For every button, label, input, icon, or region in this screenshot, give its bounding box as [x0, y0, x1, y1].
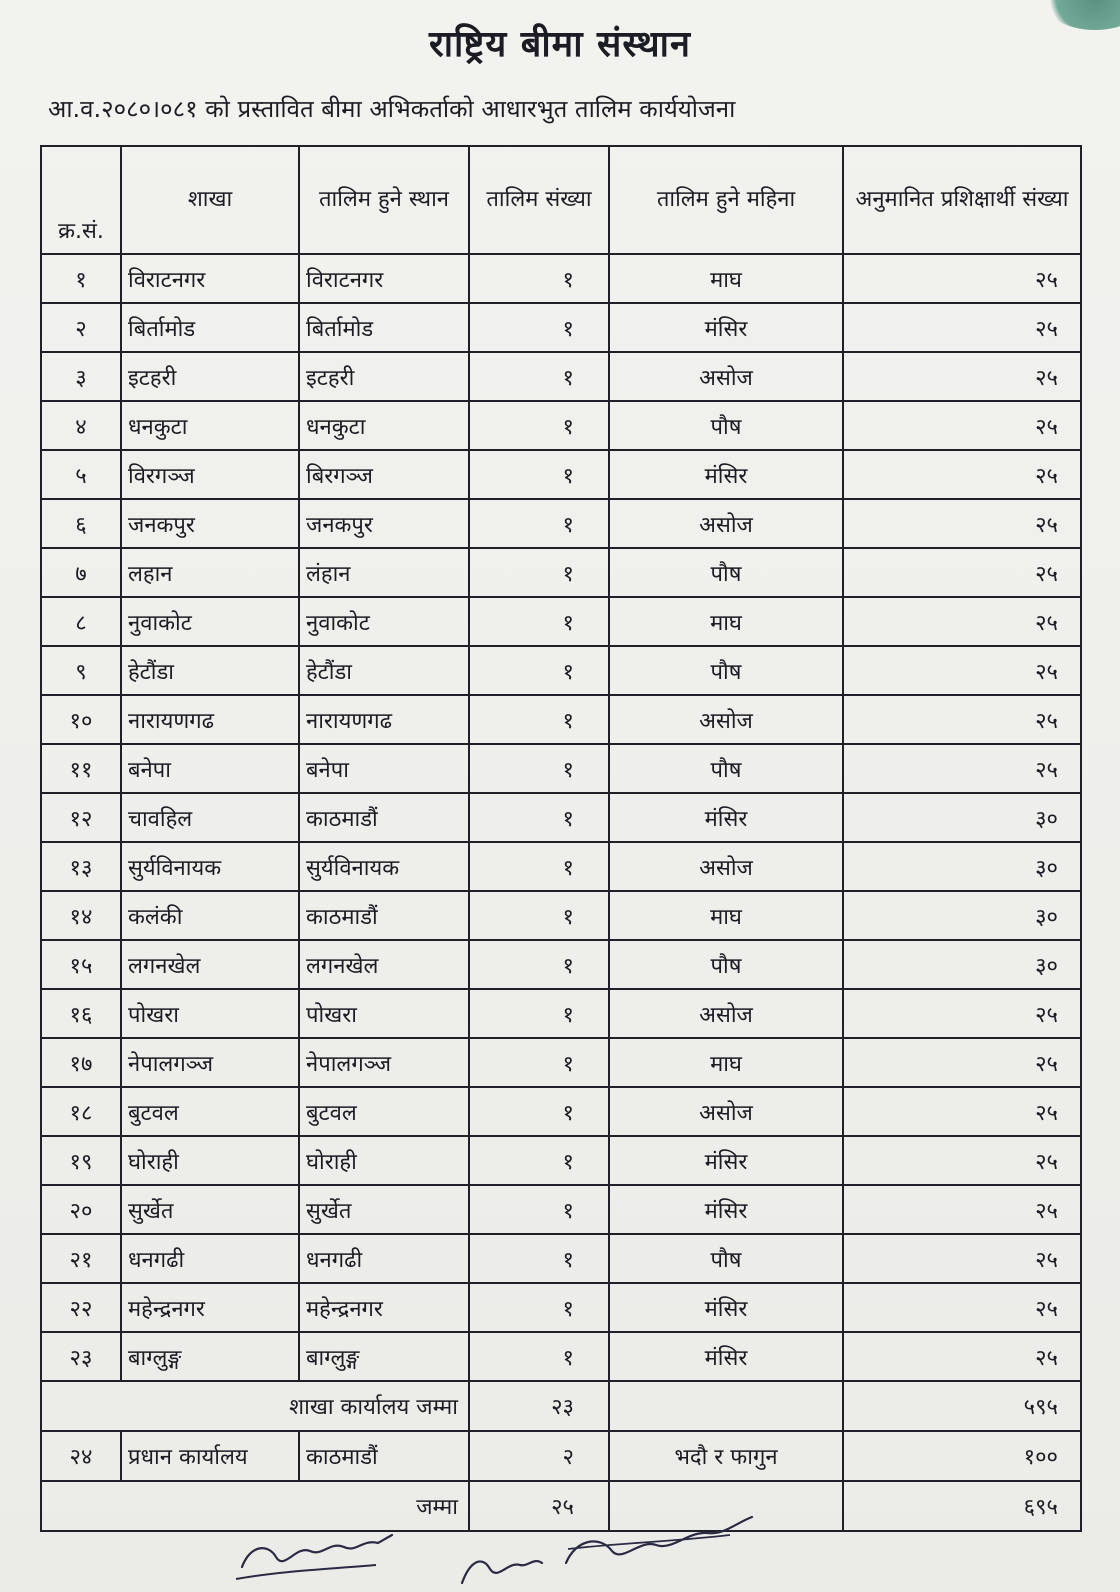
cell-place: धनकुटा [299, 401, 469, 450]
cell-participants: ३० [843, 940, 1081, 989]
cell-month: मंसिर [609, 1332, 843, 1381]
table-row [41, 940, 1081, 989]
header-sn: क्र.सं. [41, 146, 121, 254]
cell-participants: २५ [843, 1234, 1081, 1283]
cell-count: १ [469, 646, 609, 695]
cell-month: असोज [609, 499, 843, 548]
cell-month: मंसिर [609, 1283, 843, 1332]
cell-count: १ [469, 793, 609, 842]
cell-sn: १८ [41, 1087, 121, 1136]
cell-branch: घोराही [121, 1136, 299, 1185]
cell-count: १ [469, 891, 609, 940]
branch-subtotal-count: २३ [469, 1381, 609, 1431]
table-body [41, 254, 1081, 1381]
table-row [41, 548, 1081, 597]
cell-count: १ [469, 744, 609, 793]
cell-branch: बुटवल [121, 1087, 299, 1136]
head-office-month: भदौ र फागुन [609, 1431, 843, 1481]
training-plan-table-wrapper [40, 145, 1082, 1532]
cell-place: नुवाकोट [299, 597, 469, 646]
cell-place: लगनखेल [299, 940, 469, 989]
cell-count: १ [469, 1283, 609, 1332]
cell-place: बुटवल [299, 1087, 469, 1136]
cell-participants: २५ [843, 744, 1081, 793]
cell-branch: लगनखेल [121, 940, 299, 989]
header-month: तालिम हुने महिना [609, 146, 843, 254]
cell-month: असोज [609, 352, 843, 401]
cell-month: माघ [609, 1038, 843, 1087]
cell-month: मंसिर [609, 793, 843, 842]
head-office-count: २ [469, 1431, 609, 1481]
cell-participants: २५ [843, 254, 1081, 303]
cell-branch: हेटौंडा [121, 646, 299, 695]
header-branch: शाखा [121, 146, 299, 254]
cell-sn: १७ [41, 1038, 121, 1087]
cell-sn: ६ [41, 499, 121, 548]
head-office-row [41, 1431, 1081, 1481]
cell-month: पौष [609, 548, 843, 597]
training-plan-table [40, 145, 1082, 1532]
cell-month: मंसिर [609, 1136, 843, 1185]
cell-place: सुर्खेत [299, 1185, 469, 1234]
table-row [41, 1234, 1081, 1283]
cell-sn: १२ [41, 793, 121, 842]
cell-participants: २५ [843, 1332, 1081, 1381]
cell-count: १ [469, 1234, 609, 1283]
cell-branch: पोखरा [121, 989, 299, 1038]
cell-count: १ [469, 940, 609, 989]
grand-total-count: २५ [469, 1481, 609, 1531]
cell-month: मंसिर [609, 1185, 843, 1234]
cell-participants: २५ [843, 450, 1081, 499]
header-row [41, 146, 1081, 254]
cell-month: पौष [609, 744, 843, 793]
cell-branch: धनगढी [121, 1234, 299, 1283]
table-row [41, 1185, 1081, 1234]
cell-participants: २५ [843, 646, 1081, 695]
cell-participants: २५ [843, 695, 1081, 744]
header-place: तालिम हुने स्थान [299, 146, 469, 254]
cell-participants: ३० [843, 891, 1081, 940]
table-row [41, 695, 1081, 744]
cell-place: सुर्यविनायक [299, 842, 469, 891]
cell-branch: चावहिल [121, 793, 299, 842]
cell-count: १ [469, 303, 609, 352]
cell-sn: २ [41, 303, 121, 352]
cell-participants: २५ [843, 548, 1081, 597]
table-row [41, 793, 1081, 842]
table-row [41, 989, 1081, 1038]
table-row [41, 1283, 1081, 1332]
cell-sn: ४ [41, 401, 121, 450]
signature-2 [462, 1561, 542, 1583]
cell-branch: बिर्तामोड [121, 303, 299, 352]
cell-sn: १४ [41, 891, 121, 940]
header-participants: अनुमानित प्रशिक्षार्थी संख्या [843, 146, 1081, 254]
head-office-branch: प्रधान कार्यालय [121, 1431, 299, 1481]
cell-branch: विरगञ्ज [121, 450, 299, 499]
head-office-sn: २४ [41, 1431, 121, 1481]
table-row [41, 597, 1081, 646]
branch-subtotal-label: शाखा कार्यालय जम्मा [41, 1381, 469, 1431]
cell-count: १ [469, 989, 609, 1038]
cell-count: १ [469, 499, 609, 548]
cell-branch: बनेपा [121, 744, 299, 793]
cell-branch: जनकपुर [121, 499, 299, 548]
cell-branch: लहान [121, 548, 299, 597]
cell-count: १ [469, 254, 609, 303]
table-row [41, 1038, 1081, 1087]
table-row [41, 1136, 1081, 1185]
table-row [41, 450, 1081, 499]
cell-sn: १ [41, 254, 121, 303]
cell-branch: नेपालगञ्ज [121, 1038, 299, 1087]
cell-count: १ [469, 1332, 609, 1381]
cell-sn: ११ [41, 744, 121, 793]
cell-count: १ [469, 842, 609, 891]
cell-participants: २५ [843, 303, 1081, 352]
cell-branch: इटहरी [121, 352, 299, 401]
cell-month: असोज [609, 989, 843, 1038]
cell-place: जनकपुर [299, 499, 469, 548]
signature-1 [242, 1535, 392, 1567]
page-title: राष्ट्रिय बीमा संस्थान [428, 24, 691, 65]
cell-sn: ८ [41, 597, 121, 646]
cell-participants: २५ [843, 1283, 1081, 1332]
cell-branch: कलंकी [121, 891, 299, 940]
cell-sn: २२ [41, 1283, 121, 1332]
table-row [41, 646, 1081, 695]
cell-month: माघ [609, 597, 843, 646]
cell-count: १ [469, 597, 609, 646]
cell-month: असोज [609, 842, 843, 891]
cell-sn: १९ [41, 1136, 121, 1185]
cell-count: १ [469, 401, 609, 450]
cell-count: १ [469, 1038, 609, 1087]
head-office-participants: १०० [843, 1431, 1081, 1481]
grand-total-label: जम्मा [41, 1481, 469, 1531]
cell-sn: २१ [41, 1234, 121, 1283]
cell-branch: सुर्खेत [121, 1185, 299, 1234]
cell-branch: महेन्द्रनगर [121, 1283, 299, 1332]
branch-subtotal-month-empty [609, 1381, 843, 1431]
cell-place: महेन्द्रनगर [299, 1283, 469, 1332]
cell-participants: २५ [843, 1136, 1081, 1185]
cell-count: १ [469, 1185, 609, 1234]
table-row [41, 1332, 1081, 1381]
cell-sn: ९ [41, 646, 121, 695]
cell-sn: १६ [41, 989, 121, 1038]
table-row [41, 352, 1081, 401]
branch-subtotal-participants: ५९५ [843, 1381, 1081, 1431]
cell-sn: १० [41, 695, 121, 744]
table-row [41, 891, 1081, 940]
grand-total-participants: ६९५ [843, 1481, 1081, 1531]
table-row [41, 303, 1081, 352]
cell-participants: २५ [843, 1087, 1081, 1136]
table-row [41, 842, 1081, 891]
table-row [41, 254, 1081, 303]
cell-participants: २५ [843, 989, 1081, 1038]
cell-place: हेटौंडा [299, 646, 469, 695]
head-office-place: काठमाडौं [299, 1431, 469, 1481]
cell-place: काठमाडौं [299, 793, 469, 842]
cell-month: पौष [609, 940, 843, 989]
header-count: तालिम संख्या [469, 146, 609, 254]
cell-place: विराटनगर [299, 254, 469, 303]
cell-place: घोराही [299, 1136, 469, 1185]
cell-branch: नारायणगढ [121, 695, 299, 744]
table-row [41, 1087, 1081, 1136]
handwritten-signatures [0, 1505, 1120, 1592]
signatures-area [0, 1505, 1120, 1592]
cell-participants: २५ [843, 352, 1081, 401]
cell-participants: २५ [843, 597, 1081, 646]
table-row [41, 744, 1081, 793]
cell-place: नेपालगञ्ज [299, 1038, 469, 1087]
cell-sn: २० [41, 1185, 121, 1234]
cell-month: पौष [609, 1234, 843, 1283]
cell-sn: ३ [41, 352, 121, 401]
cell-month: मंसिर [609, 303, 843, 352]
cell-place: इटहरी [299, 352, 469, 401]
signature-1-underline [236, 1565, 376, 1579]
cell-month: असोज [609, 1087, 843, 1136]
cell-count: १ [469, 695, 609, 744]
table-row [41, 401, 1081, 450]
cell-sn: १५ [41, 940, 121, 989]
cell-sn: ७ [41, 548, 121, 597]
cell-month: माघ [609, 891, 843, 940]
branch-subtotal-row [41, 1381, 1081, 1431]
cell-branch: नुवाकोट [121, 597, 299, 646]
cell-participants: ३० [843, 793, 1081, 842]
cell-count: १ [469, 1136, 609, 1185]
cell-branch: धनकुटा [121, 401, 299, 450]
cell-count: १ [469, 352, 609, 401]
cell-sn: ५ [41, 450, 121, 499]
cell-place: लंहान [299, 548, 469, 597]
cell-month: असोज [609, 695, 843, 744]
cell-month: माघ [609, 254, 843, 303]
cell-place: धनगढी [299, 1234, 469, 1283]
signature-3 [566, 1517, 752, 1563]
cell-branch: बाग्लुङ्ग [121, 1332, 299, 1381]
cell-place: पोखरा [299, 989, 469, 1038]
cell-count: १ [469, 1087, 609, 1136]
cell-count: १ [469, 450, 609, 499]
cell-participants: ३० [843, 842, 1081, 891]
cell-sn: १३ [41, 842, 121, 891]
cell-month: पौष [609, 646, 843, 695]
page-subtitle: आ.व.२०८०।०८१ को प्रस्तावित बीमा अभिकर्ताको आधारभुत तालिम कार्ययोजना [48, 95, 736, 123]
cell-place: बिरगञ्ज [299, 450, 469, 499]
cell-place: बनेपा [299, 744, 469, 793]
table-row [41, 499, 1081, 548]
cell-place: बाग्लुङ्ग [299, 1332, 469, 1381]
cell-sn: २३ [41, 1332, 121, 1381]
cell-branch: सुर्यविनायक [121, 842, 299, 891]
cell-place: बिर्तामोड [299, 303, 469, 352]
cell-participants: २५ [843, 401, 1081, 450]
cell-place: काठमाडौं [299, 891, 469, 940]
cell-month: मंसिर [609, 450, 843, 499]
cell-participants: २५ [843, 1038, 1081, 1087]
cell-count: १ [469, 548, 609, 597]
cell-participants: २५ [843, 1185, 1081, 1234]
cell-branch: विराटनगर [121, 254, 299, 303]
cell-place: नारायणगढ [299, 695, 469, 744]
cell-participants: २५ [843, 499, 1081, 548]
cell-month: पौष [609, 401, 843, 450]
